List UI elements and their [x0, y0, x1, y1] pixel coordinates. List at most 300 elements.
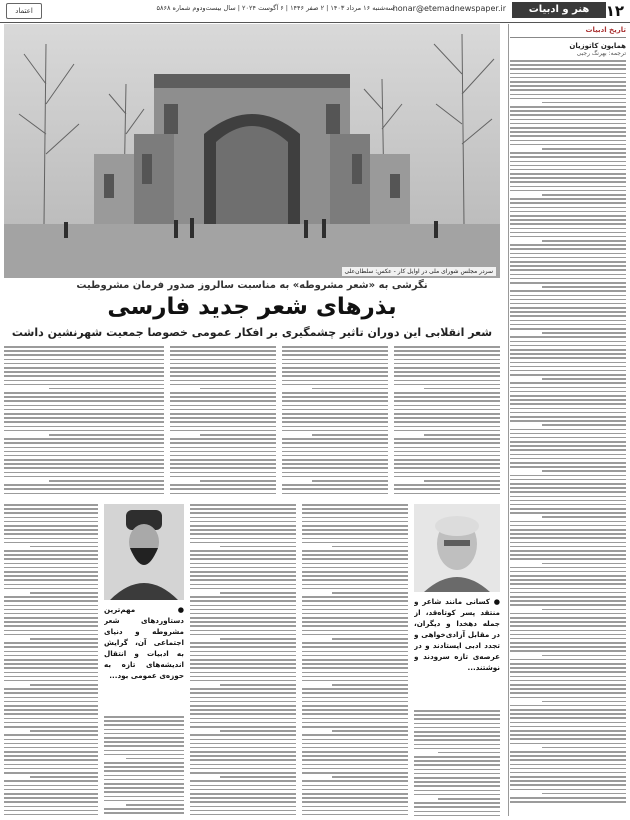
text-line: [510, 491, 626, 493]
text-line: [190, 512, 296, 514]
text-line: [510, 475, 626, 477]
text-line: [4, 596, 98, 598]
text-line: [510, 487, 626, 489]
text-line: [510, 575, 626, 577]
text-line: [510, 743, 626, 745]
text-line: [394, 405, 500, 407]
text-line: [170, 488, 276, 490]
text-line: [4, 472, 164, 474]
text-line: [302, 584, 408, 586]
text-line: [510, 307, 626, 309]
text-line: [4, 588, 98, 590]
text-line: [4, 504, 98, 506]
text-line: [510, 353, 626, 355]
text-line: [4, 739, 98, 741]
text-line: [510, 119, 626, 121]
text-line: [302, 579, 408, 581]
text-line: [302, 508, 408, 510]
text-line: [170, 438, 276, 440]
text-line: [394, 484, 500, 486]
text-line: [200, 388, 276, 390]
text-line: [424, 388, 500, 390]
text-line: [394, 396, 500, 398]
text-line: [394, 400, 500, 402]
text-line: [394, 413, 500, 415]
text-line: [302, 517, 408, 519]
text-line: [414, 723, 500, 725]
text-line: [190, 651, 296, 653]
text-line: [414, 773, 500, 775]
text-line: [4, 755, 98, 757]
text-line: [510, 705, 626, 707]
text-line: [49, 388, 164, 390]
text-line: [510, 550, 626, 552]
text-line: [302, 768, 408, 770]
text-line: [302, 651, 408, 653]
text-line: [4, 413, 164, 415]
text-line: [104, 745, 184, 747]
text-line: [394, 426, 500, 428]
text-line: [4, 697, 98, 699]
text-line: [510, 131, 626, 133]
text-line: [302, 512, 408, 514]
text-line: [4, 426, 164, 428]
text-line: [510, 202, 626, 204]
text-line: [170, 409, 276, 411]
text-line: [302, 780, 408, 782]
text-line: [542, 609, 626, 611]
text-line: [4, 621, 98, 623]
text-line: [4, 554, 98, 556]
text-line: [282, 455, 388, 457]
text-line: [282, 484, 388, 486]
text-line: [302, 563, 408, 565]
text-line: [510, 755, 626, 757]
text-line: [190, 797, 296, 799]
text-line: [394, 455, 500, 457]
text-line: [104, 729, 184, 731]
text-line: [510, 198, 626, 200]
text-line: [510, 320, 626, 322]
text-line: [510, 336, 626, 338]
text-line: [190, 625, 296, 627]
text-line: [4, 672, 98, 674]
text-line: [4, 484, 164, 486]
text-line: [510, 462, 626, 464]
text-line: [4, 521, 98, 523]
text-line: [190, 688, 296, 690]
text-line: [30, 776, 98, 778]
text-line: [414, 731, 500, 733]
text-line: [4, 567, 98, 569]
text-line: [542, 424, 626, 426]
text-line: [220, 776, 296, 778]
section-label: هنر و ادبیات: [512, 2, 606, 18]
text-line: [302, 567, 408, 569]
text-line: [104, 812, 184, 814]
text-line: [510, 416, 626, 418]
text-line: [510, 290, 626, 292]
text-line: [510, 533, 626, 535]
text-line: [510, 579, 626, 581]
text-line: [190, 793, 296, 795]
text-line: [190, 772, 296, 774]
text-line: [30, 730, 98, 732]
text-line: [542, 102, 626, 104]
text-line: [414, 769, 500, 771]
text-line: [170, 363, 276, 365]
text-line: [394, 438, 500, 440]
text-line: [510, 537, 626, 539]
text-line: [510, 94, 626, 96]
text-line: [30, 592, 98, 594]
text-line: [190, 584, 296, 586]
text-line: [170, 463, 276, 465]
text-line: [510, 374, 626, 376]
text-line: [4, 780, 98, 782]
text-line: [510, 454, 626, 456]
text-line: [190, 806, 296, 808]
text-line: [190, 613, 296, 615]
text-line: [104, 716, 184, 718]
text-line: [414, 756, 500, 758]
text-line: [190, 609, 296, 611]
text-line: [49, 480, 164, 482]
text-line: [170, 346, 276, 348]
text-line: [510, 60, 626, 62]
text-line: [302, 680, 408, 682]
text-line: [510, 483, 626, 485]
text-line: [4, 525, 98, 527]
text-line: [190, 642, 296, 644]
text-line: [510, 638, 626, 640]
text-line: [302, 571, 408, 573]
text-line: [4, 584, 98, 586]
text-line: [510, 776, 626, 778]
text-line: [4, 634, 98, 636]
text-line: [104, 770, 184, 772]
text-line: [542, 516, 626, 518]
text-line: [510, 181, 626, 183]
article-column: [104, 716, 184, 816]
text-line: [104, 720, 184, 722]
text-line: [510, 634, 626, 636]
column-author: همایون کاتوزیان: [569, 42, 626, 50]
text-line: [510, 357, 626, 359]
text-line: [332, 684, 408, 686]
text-line: [170, 476, 276, 478]
text-line: [542, 194, 626, 196]
text-line: [510, 278, 626, 280]
text-line: [4, 646, 98, 648]
text-line: [510, 650, 626, 652]
text-line: [302, 739, 408, 741]
text-line: [170, 354, 276, 356]
text-line: [510, 663, 626, 665]
text-line: [190, 692, 296, 694]
text-line: [302, 621, 408, 623]
text-line: [510, 508, 626, 510]
text-line: [190, 722, 296, 724]
text-line: [200, 480, 276, 482]
text-line: [190, 780, 296, 782]
text-line: [190, 542, 296, 544]
newspaper-logo: اعتماد: [6, 3, 42, 19]
text-line: [510, 123, 626, 125]
text-line: [282, 392, 388, 394]
text-line: [4, 768, 98, 770]
text-line: [302, 525, 408, 527]
text-line: [4, 558, 98, 560]
text-line: [4, 734, 98, 736]
text-line: [104, 724, 184, 726]
text-line: [394, 354, 500, 356]
text-line: [282, 463, 388, 465]
text-line: [302, 642, 408, 644]
text-line: [282, 417, 388, 419]
text-line: [542, 655, 626, 657]
text-line: [4, 512, 98, 514]
text-line: [190, 600, 296, 602]
text-line: [302, 743, 408, 745]
text-line: [4, 801, 98, 803]
text-line: [104, 733, 184, 735]
parliament-gate-photo: [4, 24, 500, 278]
text-line: [104, 754, 184, 756]
text-line: [394, 472, 500, 474]
text-line: [4, 438, 164, 440]
text-line: [190, 646, 296, 648]
text-line: [190, 575, 296, 577]
text-line: [542, 240, 626, 242]
text-line: [104, 783, 184, 785]
text-line: [4, 667, 98, 669]
text-line: [190, 718, 296, 720]
text-line: [302, 772, 408, 774]
text-line: [394, 421, 500, 423]
text-line: [510, 299, 626, 301]
text-line: [4, 579, 98, 581]
text-line: [510, 261, 626, 263]
text-line: [4, 764, 98, 766]
text-line: [190, 525, 296, 527]
text-line: [510, 789, 626, 791]
text-line: [510, 144, 626, 146]
text-line: [302, 617, 408, 619]
text-line: [170, 350, 276, 352]
text-line: [4, 680, 98, 682]
text-line: [170, 447, 276, 449]
text-line: [282, 380, 388, 382]
text-line: [510, 282, 626, 284]
text-line: [170, 359, 276, 361]
text-line: [4, 367, 164, 369]
text-line: [190, 504, 296, 506]
text-line: [4, 463, 164, 465]
text-line: [394, 417, 500, 419]
text-line: [302, 558, 408, 560]
text-line: [282, 396, 388, 398]
text-line: [510, 554, 626, 556]
text-line: [312, 434, 388, 436]
text-line: [4, 651, 98, 653]
text-line: [414, 802, 500, 804]
text-line: [394, 384, 500, 386]
text-line: [4, 488, 164, 490]
text-line: [510, 236, 626, 238]
column-divider: [508, 24, 509, 816]
text-line: [510, 345, 626, 347]
text-line: [170, 380, 276, 382]
text-line: [282, 488, 388, 490]
text-line: [510, 77, 626, 79]
text-line: [510, 169, 626, 171]
text-line: [302, 613, 408, 615]
text-line: [302, 663, 408, 665]
text-line: [170, 405, 276, 407]
text-line: [282, 493, 388, 495]
text-line: [510, 81, 626, 83]
text-line: [510, 441, 626, 443]
text-line: [170, 400, 276, 402]
text-line: [510, 717, 626, 719]
text-line: [302, 814, 408, 816]
text-line: [4, 722, 98, 724]
text-line: [104, 766, 184, 768]
main-headline: بذرهای شعر جدید فارسی: [107, 294, 397, 320]
text-line: [414, 785, 500, 787]
text-line: [282, 421, 388, 423]
text-line: [510, 211, 626, 213]
text-line: [510, 215, 626, 217]
text-line: [510, 395, 626, 397]
text-line: [302, 529, 408, 531]
text-line: [332, 776, 408, 778]
text-line: [190, 810, 296, 812]
text-line: [510, 173, 626, 175]
text-line: [302, 722, 408, 724]
text-line: [302, 554, 408, 556]
text-line: [510, 684, 626, 686]
text-line: [190, 739, 296, 741]
text-line: [4, 709, 98, 711]
text-line: [302, 705, 408, 707]
text-line: [424, 434, 500, 436]
text-line: [542, 747, 626, 749]
text-line: [510, 420, 626, 422]
text-line: [170, 413, 276, 415]
text-line: [4, 350, 164, 352]
text-line: [510, 265, 626, 267]
text-line: [510, 244, 626, 246]
text-line: [510, 697, 626, 699]
text-line: [104, 787, 184, 789]
text-line: [510, 592, 626, 594]
text-line: [394, 447, 500, 449]
text-line: [4, 806, 98, 808]
text-line: [190, 533, 296, 535]
text-line: [190, 558, 296, 560]
article-column: [4, 346, 164, 496]
text-line: [220, 592, 296, 594]
text-line: [104, 762, 184, 764]
text-line: [394, 442, 500, 444]
text-line: [190, 676, 296, 678]
text-line: [104, 737, 184, 739]
text-line: [510, 558, 626, 560]
portrait-photo: [414, 504, 500, 592]
text-line: [4, 743, 98, 745]
text-line: [104, 750, 184, 752]
text-line: [302, 709, 408, 711]
photo-caption: سردر مجلس شورای ملی در اوایل کار - عکس: سلطان‌علی: [342, 267, 496, 276]
text-line: [4, 380, 164, 382]
text-line: [4, 810, 98, 812]
text-line: [4, 759, 98, 761]
text-line: [424, 480, 500, 482]
text-line: [4, 375, 164, 377]
text-line: [4, 542, 98, 544]
text-line: [4, 396, 164, 398]
text-line: [510, 500, 626, 502]
text-line: [510, 688, 626, 690]
column-body-text: [510, 60, 626, 803]
text-line: [302, 751, 408, 753]
text-line: [104, 808, 184, 810]
text-line: [190, 659, 296, 661]
text-line: [542, 793, 626, 795]
text-line: [510, 64, 626, 66]
text-line: [394, 409, 500, 411]
text-line: [190, 734, 296, 736]
text-line: [302, 646, 408, 648]
text-line: [510, 408, 626, 410]
text-line: [510, 709, 626, 711]
text-line: [4, 409, 164, 411]
text-line: [332, 546, 408, 548]
text-line: [510, 722, 626, 724]
text-line: [510, 412, 626, 414]
text-line: [542, 286, 626, 288]
text-line: [4, 676, 98, 678]
text-line: [4, 533, 98, 535]
text-line: [4, 467, 164, 469]
text-line: [414, 806, 500, 808]
text-line: [4, 442, 164, 444]
text-line: [510, 98, 626, 100]
text-line: [190, 785, 296, 787]
text-line: [510, 156, 626, 158]
text-line: [510, 588, 626, 590]
text-line: [510, 738, 626, 740]
text-line: [4, 417, 164, 419]
text-line: [200, 434, 276, 436]
text-line: [312, 480, 388, 482]
page-number: ۱۲: [605, 2, 624, 20]
text-line: [190, 529, 296, 531]
text-line: [4, 451, 164, 453]
text-line: [394, 392, 500, 394]
text-line: [510, 437, 626, 439]
text-line: [510, 479, 626, 481]
text-line: [302, 785, 408, 787]
text-line: [510, 433, 626, 435]
text-line: [302, 634, 408, 636]
text-line: [4, 726, 98, 728]
text-line: [510, 68, 626, 70]
text-line: [302, 588, 408, 590]
text-line: [4, 563, 98, 565]
